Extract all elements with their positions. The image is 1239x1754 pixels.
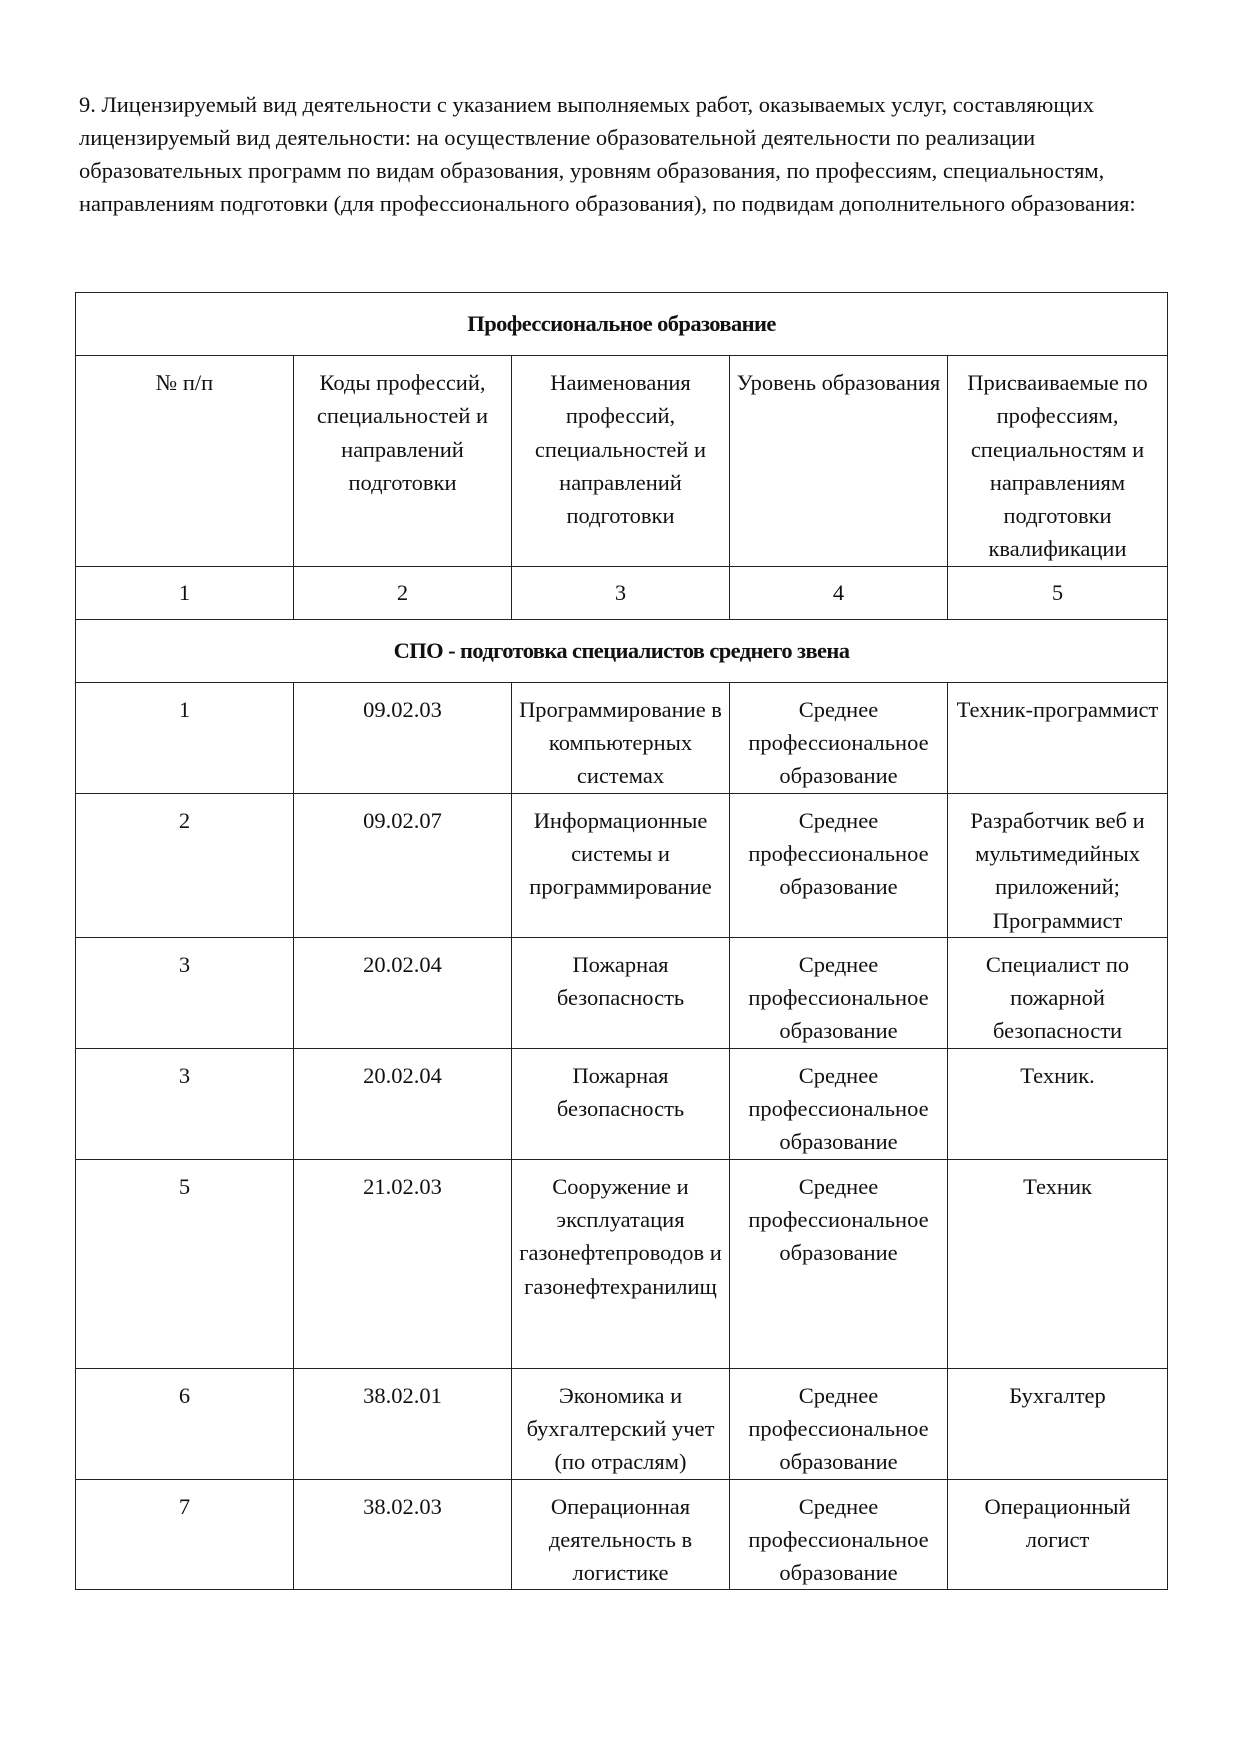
row-number: 5 xyxy=(76,1159,294,1368)
header-level: Уровень образования xyxy=(730,356,948,567)
row-qualification: Техник xyxy=(948,1159,1168,1368)
intro-paragraph: 9. Лицензируемый вид деятельности с указанием выполняемых работ, оказываемых услуг, составляющих лицензируемый вид деятельности: на осуществление образовательной деятельности по реализации образовательных программ по видам образования, уровням образования, по профессиям, специальностям, направлениям подготовки (для профессионального образования), по подвидам дополнительного образования: xyxy=(79,92,1136,216)
row-level: Среднее профессиональное образование xyxy=(730,1479,948,1590)
row-number: 3 xyxy=(76,1048,294,1159)
column-number: 5 xyxy=(948,566,1168,619)
table-title: Профессиональное образование xyxy=(76,293,1168,356)
section-title: СПО - подготовка специалистов среднего звена xyxy=(76,619,1168,682)
license-table xyxy=(75,292,1168,1590)
row-qualification: Разработчик веб и мультимедийных приложений; Программист xyxy=(948,793,1168,937)
row-name: Сооружение и эксплуатация газонефтепроводов и газонефтехранилищ xyxy=(512,1159,730,1368)
row-qualification: Специалист по пожарной безопасности xyxy=(948,937,1168,1048)
section-title-row xyxy=(76,619,1168,682)
row-number: 1 xyxy=(76,682,294,793)
row-code: 21.02.03 xyxy=(294,1159,512,1368)
row-code: 20.02.04 xyxy=(294,1048,512,1159)
row-qualification: Операционный логист xyxy=(948,1479,1168,1590)
table-row xyxy=(76,1479,1168,1590)
row-code: 38.02.03 xyxy=(294,1479,512,1590)
row-code: 38.02.01 xyxy=(294,1368,512,1479)
table-row xyxy=(76,937,1168,1048)
row-level: Среднее профессиональное образование xyxy=(730,937,948,1048)
row-code: 20.02.04 xyxy=(294,937,512,1048)
row-number: 7 xyxy=(76,1479,294,1590)
table-title-row xyxy=(76,293,1168,356)
column-number: 1 xyxy=(76,566,294,619)
row-level: Среднее профессиональное образование xyxy=(730,1368,948,1479)
row-number: 2 xyxy=(76,793,294,937)
table-row xyxy=(76,1368,1168,1479)
row-level: Среднее профессиональное образование xyxy=(730,1048,948,1159)
row-number: 6 xyxy=(76,1368,294,1479)
row-level: Среднее профессиональное образование xyxy=(730,1159,948,1368)
row-code: 09.02.07 xyxy=(294,793,512,937)
row-name: Операционная деятельность в логистике xyxy=(512,1479,730,1590)
row-name: Экономика и бухгалтерский учет (по отраслям) xyxy=(512,1368,730,1479)
row-number: 3 xyxy=(76,937,294,1048)
header-names: Наименования профессий, специальностей и направлений подготовки xyxy=(512,356,730,567)
column-number-row xyxy=(76,566,1168,619)
row-code: 09.02.03 xyxy=(294,682,512,793)
row-level: Среднее профессиональное образование xyxy=(730,793,948,937)
row-name: Пожарная безопасность xyxy=(512,1048,730,1159)
header-number: № п/п xyxy=(76,356,294,567)
row-name: Программирование в компьютерных системах xyxy=(512,682,730,793)
row-qualification: Техник. xyxy=(948,1048,1168,1159)
table-row xyxy=(76,682,1168,793)
column-number: 3 xyxy=(512,566,730,619)
table-header-row xyxy=(76,356,1168,567)
row-qualification: Техник-программист xyxy=(948,682,1168,793)
table-row xyxy=(76,793,1168,937)
table-row xyxy=(76,1048,1168,1159)
header-codes: Коды профессий, специальностей и направлений подготовки xyxy=(294,356,512,567)
table-row xyxy=(76,1159,1168,1368)
row-name: Пожарная безопасность xyxy=(512,937,730,1048)
column-number: 4 xyxy=(730,566,948,619)
row-level: Среднее профессиональное образование xyxy=(730,682,948,793)
row-name: Информационные системы и программирование xyxy=(512,793,730,937)
row-qualification: Бухгалтер xyxy=(948,1368,1168,1479)
column-number: 2 xyxy=(294,566,512,619)
header-qualification: Присваиваемые по профессиям, специальностям и направлениям подготовки квалификации xyxy=(948,356,1168,567)
